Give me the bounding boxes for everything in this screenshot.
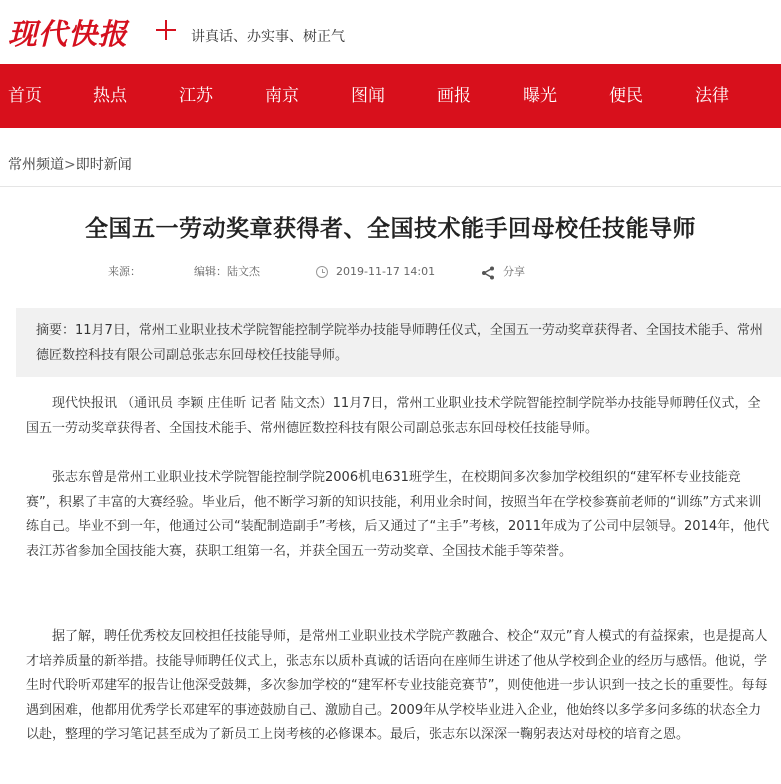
article-datetime: 2019-11-17 14:01 [336, 265, 436, 278]
breadcrumb-channel[interactable]: 常州频道 [8, 157, 64, 173]
share-icon[interactable] [481, 265, 495, 279]
nav-item-pictorial[interactable]: 画报 [437, 86, 471, 106]
nav-item-photo-news[interactable]: 图闻 [351, 86, 385, 106]
site-logo[interactable]: 现代快报 [8, 17, 129, 51]
header-divider [0, 186, 781, 187]
nav-item-hot[interactable]: 热点 [93, 86, 127, 106]
article-summary: 摘要：11月7日，常州工业职业技术学院智能控制学院举办技能导师聘任仪式，全国五一劳动奖章获得者、全国技术能手、常州德匠数控科技有限公司副总张志东回母校任技能导师。 [16, 308, 781, 377]
article-paragraph: 张志东曾是常州工业职业技术学院智能控制学院2006机电631班学生，在校期间多次参加学校组织的“建军杯专业技能竞赛”，积累了丰富的大赛经验。毕业后，他不断学习新的知识技能，利用业余时间，按照当年在学校参赛前老师的“训练”方式来训练自己。毕业不到一年，他通过公司“装配制造副手”考核，后又通过了“主手”考核，2011年成为了公司中层领导。2014年，他代表江苏省参加全国技能大赛，获职工组第一名，并获全国五一劳动奖章、全国技术能手等荣誉。 [26, 470, 770, 559]
nav-item-jiangsu[interactable]: 江苏 [179, 86, 213, 106]
nav-item-exposure[interactable]: 曝光 [523, 86, 557, 106]
nav-item-home[interactable]: 首页 [8, 86, 42, 106]
article-title: 全国五一劳动奖章获得者、全国技术能手回母校任技能导师 [85, 216, 696, 242]
clock-icon [316, 266, 328, 278]
nav-item-nanjing[interactable]: 南京 [265, 86, 299, 106]
article-paragraph: 据了解，聘任优秀校友回校担任技能导师，是常州工业职业技术学院产教融合、校企“双元”育人模式的有益探索，也是提高人才培养质量的新举措。技能导师聘任仪式上，张志东以质朴真诚的话语向在座师生讲述了他从学校到企业的经历与感悟。他说，学生时代聆听邓建军的报告让他深受鼓舞，多次参加学校的“建军杯专业技能竞赛节”，则使他进一步认识到一技之长的重要性。每每遇到困难，他都用优秀学长邓建军的事迹鼓励自己、激励自己。2009年从学校毕业进入企业，他始终以多学多问多练的状态全力以赴，整理的学习笔记甚至成为了新员工上岗考核的必修课本。最后，张志东以深深一鞠躬表达对母校的培育之恩。 [26, 629, 768, 742]
share-button[interactable]: 分享 [503, 265, 525, 278]
breadcrumb-section[interactable]: 即时新闻 [75, 157, 132, 173]
nav-item-law[interactable]: 法律 [695, 86, 729, 106]
nav-item-service[interactable]: 便民 [609, 86, 643, 106]
article-paragraph: 现代快报讯 （通讯员 李颖 庄佳昕 记者 陆文杰）11月7日，常州工业职业技术学院智能控制学院举办技能导师聘任仪式，全国五一劳动奖章获得者、全国技术能手、常州德匠数控科技有限公司副总张志东回母校任技能导师。 [26, 396, 761, 436]
main-nav [0, 64, 781, 128]
masthead [0, 0, 781, 62]
article-source: 来源： [108, 265, 141, 278]
plus-icon [156, 20, 176, 40]
article-editor: 编辑：陆文杰 [194, 265, 260, 278]
breadcrumb-separator: > [64, 157, 76, 173]
breadcrumb [8, 155, 132, 175]
site-slogan: 讲真话、办实事、树正气 [191, 29, 345, 45]
